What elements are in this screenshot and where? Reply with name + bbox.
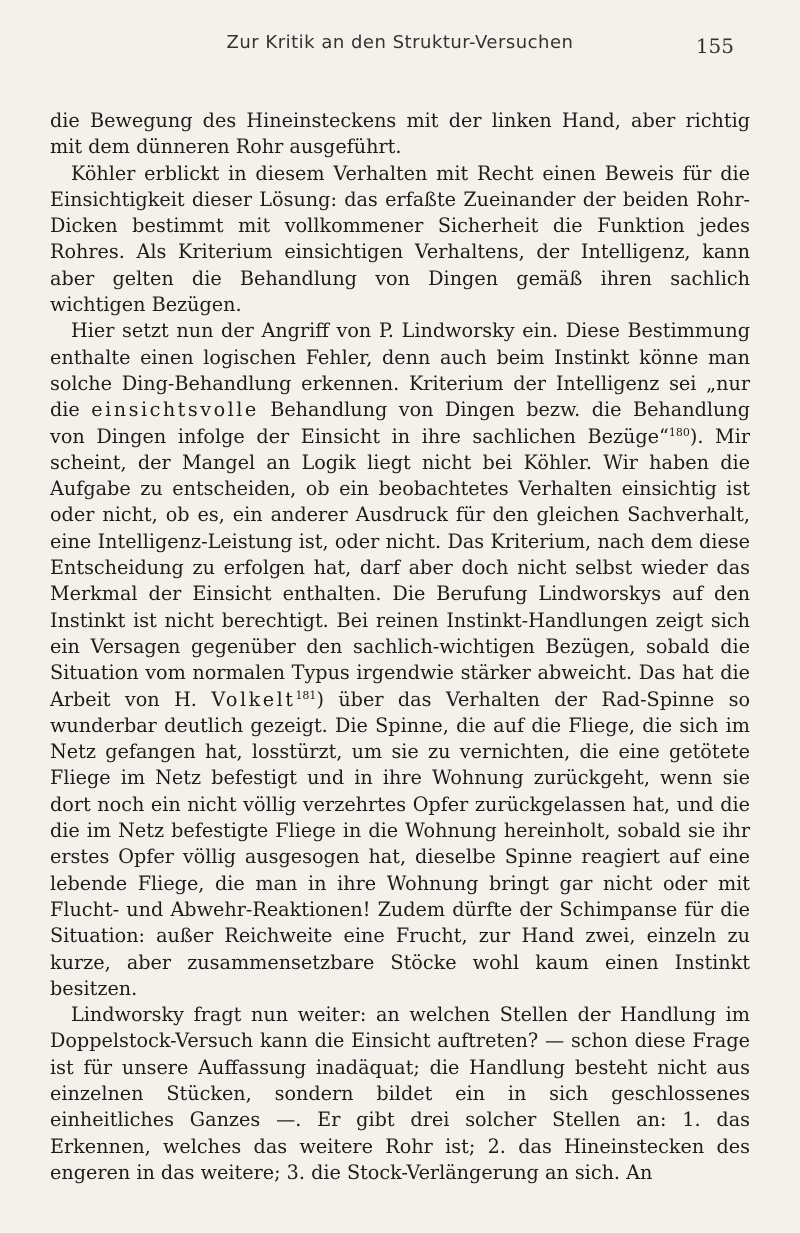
paragraph-2: Köhler erblickt in diesem Verhalten mit Recht einen Beweis für die Einsichtigkeit dieser Lösung: das erfaßte Zueinander der beiden Rohr-Dicken bestimmt mit vollkommener Sicherheit die Funktion jedes Rohres. Als Kriterium einsichtigen Verhaltens, der Intelligenz, kann aber gelten die Behandlung von Dingen gemäß ihren sachlich wichtigen Bezügen.: [50, 161, 750, 317]
footnote-ref-181: 181: [295, 688, 317, 702]
author-name: Volkelt: [211, 687, 296, 711]
running-head: [50, 26, 750, 60]
paragraph-3: [50, 318, 750, 1002]
running-title: Zur Kritik an den Struktur-Versuchen: [226, 32, 574, 53]
paragraph-3-part-a: Hier setzt nun der Angriff von P. Lindworsky ein. Diese Bestimmung enthalte einen logischen Fehler, denn auch beim Instinkt könne man solche Ding-Behandlung erkennen. Kriterium der Intelligenz sei „nur die: [50, 319, 750, 422]
body-text: [50, 108, 750, 1186]
emphasized-word: einsichtsvolle: [91, 398, 259, 422]
page-number: 155: [695, 34, 734, 58]
footnote-ref-180: 180: [668, 425, 690, 439]
paragraph-3-part-d: ) über das Verhalten der Rad-Spinne so wunderbar deutlich gezeigt. Die Spinne, die auf die Fliege, die sich im Netz gefangen hat, losstürzt, um sie zu vernichten, die eine getötete Fliege im Netz befestigt und in ihre Wohnung zurückgeht, wenn sie dort noch ein nicht völlig verzehrtes Opfer zurückgelassen hat, und die die im Netz befestigte Fliege in die Wohnung hereinholt, sobald sie ihr erstes Opfer völlig ausgesogen hat, dieselbe Spinne reagiert auf eine lebende Fliege, die man in ihre Wohnung bringt gar nicht oder mit Flucht- und Abwehr-Reaktionen! Zudem dürfte der Schimpanse für die Situation: außer Reichweite eine Frucht, zur Hand zwei, einzeln zu kurze, aber zusammensetzbare Stöcke wohl kaum einen Instinkt besitzen.: [50, 687, 750, 1000]
paragraph-3-part-c: ). Mir scheint, der Mangel an Logik liegt nicht bei Köhler. Wir haben die Aufgabe zu entscheiden, ob ein beobachtetes Verhalten einsichtig ist oder nicht, ob es, ein anderer Ausdruck für den gleichen Sachverhalt, eine Intelligenz-Leistung ist, oder nicht. Das Kriterium, nach dem diese Entscheidung zu erfolgen hat, darf aber doch nicht selbst wieder das Merkmal der Einsicht enthalten. Die Berufung Lindworskys auf den Instinkt ist nicht berechtigt. Bei reinen Instinkt-Handlungen zeigt sich ein Versagen gegenüber den sachlich-wichtigen Bezügen, sobald die Situation vom normalen Typus irgendwie stärker abweicht. Das hat die Arbeit von H.: [50, 424, 751, 711]
paragraph-1: die Bewegung des Hineinsteckens mit der linken Hand, aber richtig mit dem dünneren Rohr ausgeführt.: [50, 109, 750, 159]
paragraph-4: Lindworsky fragt nun weiter: an welchen Stellen der Handlung im Doppelstock-Versuch kann die Einsicht auftreten? — schon diese Frage ist für unsere Auffassung inadäquat; die Handlung besteht nicht aus einzelnen Stücken, sondern bildet ein in sich geschlossenes einheitliches Ganzes —. Er gibt drei solcher Stellen an: 1. das Erkennen, welches das weitere Rohr ist; 2. das Hineinstecken des engeren in das weitere; 3. die Stock-Verlängerung an sich. An: [50, 1003, 750, 1184]
paragraph-3-part-b: Behandlung von Dingen bezw. die Behandlung von Dingen infolge der Einsicht in ihre sachlichen Bezüge“: [50, 398, 750, 448]
